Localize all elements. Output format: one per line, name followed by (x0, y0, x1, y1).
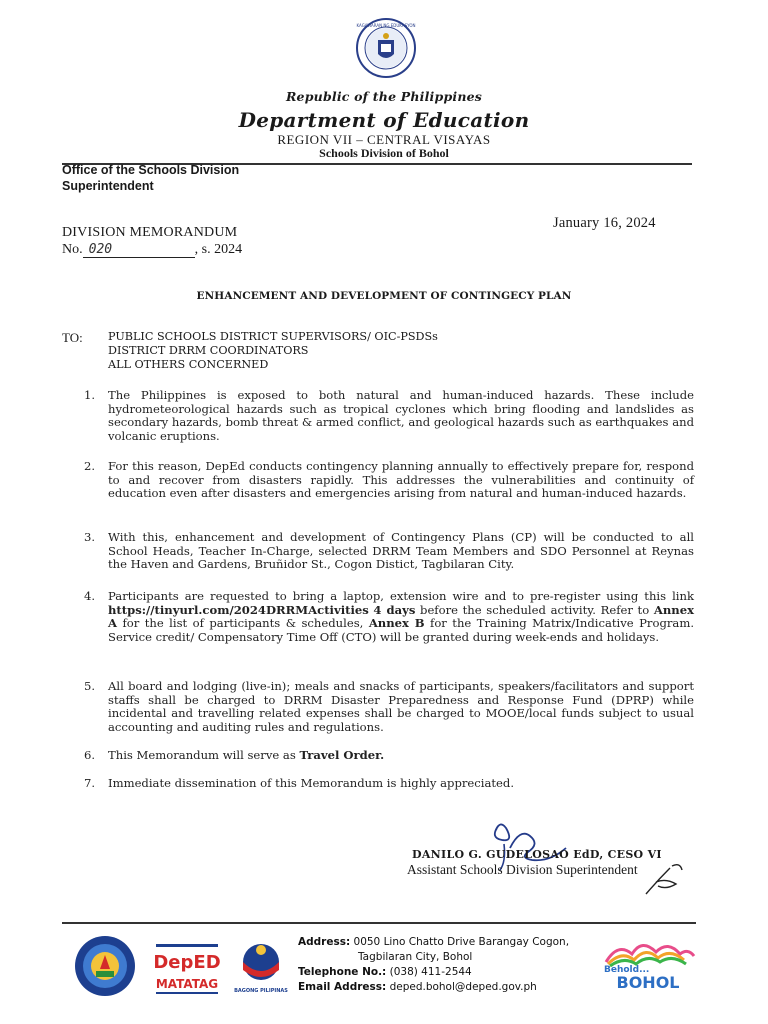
bagong-logo-text: BAGONG PILIPINAS (234, 988, 288, 994)
paragraph-number: 4. (84, 589, 96, 603)
phone-line (298, 965, 569, 980)
memo-number-line (62, 242, 242, 258)
memo-title: DIVISION MEMORANDUM (62, 225, 238, 240)
annex-b-ref: Annex B (368, 616, 425, 630)
memo-series: , s. 2024 (194, 242, 243, 257)
paragraph-text: With this, enhancement and development of Contingency Plans (CP) will be conducted to all School Heads, Teacher In-Charge, selected DRRM Team Members and SDO Personnel at Reynas the Haven and Gardens, Bruñidor St., Cogon Distict, Tagbilaran City. (108, 530, 694, 571)
paragraph-4 (84, 590, 694, 644)
address-line-2: Tagbilaran City, Bohol (358, 951, 473, 963)
text-run: before the scheduled activity. Refer to (415, 602, 654, 617)
paragraph-7 (84, 777, 694, 791)
paragraph-1 (84, 389, 694, 443)
address-label: Address: (298, 936, 351, 948)
days-notice: 4 days (373, 602, 416, 617)
deped-division-seal-logo (74, 935, 136, 997)
paragraph-number: 2. (84, 459, 96, 473)
annex-a-ref: Annex A (108, 602, 694, 630)
address-line (298, 935, 569, 950)
paragraph-number: 1. (84, 388, 96, 402)
to-recipients (108, 330, 438, 372)
registration-link[interactable]: https://tinyurl.com/2024DRRMActivities (108, 602, 369, 617)
paragraph-text: All board and lodging (live-in); meals and snacks of participants, speakers/facilitators and support staffs shall be charged to DRRM Disaster Preparedness and Response Fund (DPRP) while incidental and travelling related expenses shall be charged to MOOE/local funds subject to usual accounting and auditing rules and regulations. (108, 679, 694, 734)
recipient-line: PUBLIC SCHOOLS DISTRICT SUPERVISORS/ OIC-PSDSs (108, 330, 438, 343)
email-label: Email Address: (298, 981, 387, 993)
svg-text:KAGAWARAN NG EDUKASYON: KAGAWARAN NG EDUKASYON (356, 23, 416, 28)
memo-no-prefix: No. (62, 242, 83, 257)
signatory-name: DANILO G. GUDELOSAO EdD, CESO VI (412, 848, 662, 861)
text-run: for the Training Matrix/Indicative Program. Service credit/ Compensatory Time Off (CTO) will be granted during week-ends and holidays. (108, 616, 695, 644)
bohol-text: BOHOL (616, 973, 680, 992)
division-heading: Schools Division of Bohol (319, 146, 449, 160)
behold-text: Behold... (604, 965, 650, 975)
address-value: 0050 Lino Chatto Drive Barangay Cogon, (353, 936, 570, 948)
memo-number: 020 (83, 242, 195, 258)
recipient-line: ALL OTHERS CONCERNED (108, 358, 269, 371)
matatag-logo-text: MATATAG (155, 977, 219, 991)
memo-date: January 16, 2024 (553, 215, 656, 231)
deped-matatag-logo (152, 938, 222, 996)
footer-divider (62, 922, 696, 924)
paragraph-number: 5. (84, 679, 96, 693)
paragraph-number: 7. (84, 776, 96, 790)
office-label: Office of the Schools Division Superintendent (62, 163, 240, 193)
memo-subject: ENHANCEMENT AND DEVELOPMENT OF CONTINGECY PLAN (196, 290, 572, 302)
bagong-pilipinas-logo (232, 940, 290, 995)
phone-value: (038) 411-2544 (389, 966, 472, 978)
paragraph-2 (84, 460, 694, 501)
text-run: for the list of participants & schedules, (117, 616, 369, 630)
to-label: TO: (62, 330, 83, 345)
paragraph-6 (84, 749, 694, 763)
text-run: This Memorandum will serve as (108, 748, 300, 762)
republic-heading: Republic of the Philippines (285, 89, 483, 104)
footer-contact (298, 935, 569, 995)
email-line (298, 980, 569, 995)
email-value[interactable]: deped.bohol@deped.gov.ph (389, 981, 537, 993)
recipient-line: DISTRICT DRRM COORDINATORS (108, 344, 309, 357)
region-heading: REGION VII – CENTRAL VISAYAS (277, 132, 491, 147)
paragraph-text: The Philippines is exposed to both natural and human-induced hazards. These include hydrometeorological hazards such as tropical cyclones which bring flooding and landslides as secondary hazards, bomb threat & armed conflict, and geological hazards such as earthquakes and volcanic eruptions. (108, 388, 694, 443)
travel-order-emphasis: Travel Order. (299, 748, 385, 762)
initial-mark-icon (636, 860, 686, 900)
paragraph-text: For this reason, DepEd conducts contingency planning annually to effectively prepare for, respond to and recover from disasters rapidly. This addresses the vulnerabilities and continuity of education even after disasters and emergencies arising from natural and human-induced hazards. (108, 459, 694, 500)
paragraph-5 (84, 680, 694, 734)
paragraph-text: Immediate dissemination of this Memorandum is highly appreciated. (108, 776, 515, 790)
paragraph-text (108, 590, 694, 644)
paragraph-number: 3. (84, 530, 96, 544)
paragraph-text (108, 749, 694, 763)
deped-seal-logo (356, 18, 416, 78)
paragraph-number: 6. (84, 748, 96, 762)
deped-logo-text: DepED (153, 952, 221, 973)
text-run: Participants are requested to bring a laptop, extension wire and to pre-register using this link (108, 589, 694, 603)
department-heading: Department of Education (238, 108, 530, 132)
phone-label: Telephone No.: (298, 966, 387, 978)
signatory-title: Assistant Schools Division Superintendent (407, 862, 638, 877)
behold-bohol-logo (598, 932, 698, 992)
paragraph-3 (84, 531, 694, 572)
